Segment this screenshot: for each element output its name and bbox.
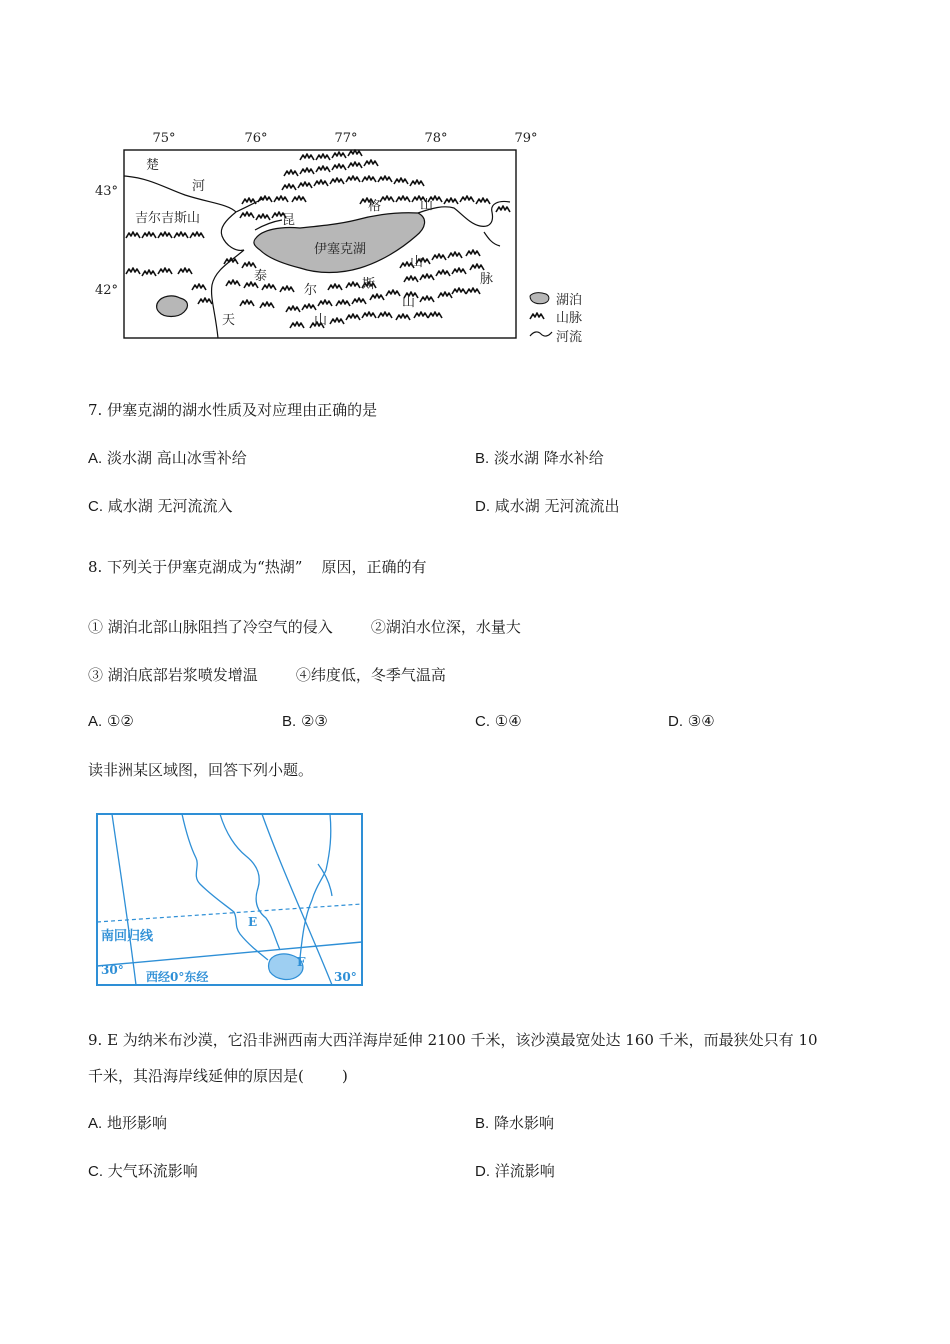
label-ge: 格 (368, 199, 382, 214)
label-tropic: 南回归线 (101, 929, 154, 944)
legend-lake-label: 湖泊 (556, 293, 583, 308)
label-tai: 泰 (254, 269, 268, 284)
q7-option-c[interactable] (88, 496, 233, 517)
q8-option-b-text: ②③ (300, 712, 328, 730)
label-mai: 脉 (480, 272, 494, 287)
q9-option-c[interactable] (88, 1161, 198, 1182)
q8-option-d-letter: D. (668, 713, 683, 730)
q7-option-a-text: 淡水湖 高山冰雪补给 (106, 449, 247, 467)
label-tian: 天 (222, 313, 236, 328)
label-lake: 伊塞克湖 (314, 242, 367, 257)
q8-option-d-text: ③④ (687, 712, 715, 730)
q7-option-c-text: 咸水湖 无河流流入 (107, 497, 233, 515)
q7-option-d-text: 咸水湖 无河流流出 (494, 497, 620, 515)
label-shan-c: 山 (402, 295, 416, 310)
issyk-kul-map (80, 122, 610, 354)
q9-option-a-text: 地形影响 (106, 1114, 167, 1132)
legend-mountain-label: 山脉 (556, 311, 583, 326)
q8-option-a[interactable] (88, 711, 134, 732)
label-shan-b: 山 (410, 255, 424, 270)
q9-option-d[interactable] (475, 1161, 555, 1182)
q8-option-c[interactable] (475, 711, 522, 732)
label-lat-30: 30° (101, 963, 124, 977)
q7-option-d[interactable] (475, 496, 620, 517)
lon-label-77: 77° (334, 131, 358, 146)
lat-label-42: 42° (95, 283, 119, 298)
map-legend (530, 292, 582, 345)
small-lake (157, 296, 188, 317)
label-kun: 昆 (282, 213, 296, 228)
q8-statement-1: ① 湖泊北部山脉阻挡了冷空气的侵入 ②湖泊水位深，水量大 (88, 618, 521, 636)
mountain-icon (530, 313, 544, 319)
q7-option-c-letter: C. (88, 498, 103, 515)
label-lon-0: 西经0°东经 (146, 970, 209, 984)
label-point-f: F (297, 955, 306, 969)
q8-option-c-text: ①④ (494, 712, 522, 730)
label-kirgiz-range: 吉尔吉斯山 (135, 211, 201, 226)
africa-map-frame (97, 814, 362, 985)
lon-label-75: 75° (152, 131, 176, 146)
q7-option-b-text: 淡水湖 降水补给 (493, 449, 604, 467)
label-shan-a: 山 (420, 198, 434, 213)
lon-label-76: 76° (244, 131, 268, 146)
q7-option-b[interactable] (475, 448, 604, 469)
river-icon (530, 332, 552, 336)
q8-option-b-letter: B. (282, 713, 297, 730)
africa-map (94, 810, 366, 988)
label-chu: 楚 (146, 158, 160, 173)
q9-stem-line1: 9. E 为纳米布沙漠，它沿非洲西南大西洋海岸延伸 2100 千米，该沙漠最宽处达 160 千米，而最狭处只有 10 (88, 1031, 818, 1049)
label-he: 河 (192, 179, 206, 194)
label-si: 斯 (362, 277, 376, 292)
label-lon-30: 30° (334, 970, 357, 984)
q9-stem-line2: 千米，其沿海岸线延伸的原因是( ) (88, 1067, 348, 1085)
q7-option-b-letter: B. (475, 450, 490, 467)
q8-option-a-text: ①② (106, 712, 134, 730)
lat-label-43: 43° (95, 184, 119, 199)
legend-river-label: 河流 (556, 330, 583, 345)
q9-option-a-letter: A. (88, 1115, 103, 1132)
q7-option-a[interactable] (88, 448, 247, 469)
q9-option-c-letter: C. (88, 1163, 103, 1180)
q9-option-d-letter: D. (475, 1163, 490, 1180)
q8-option-a-letter: A. (88, 713, 103, 730)
lake-icon (530, 293, 549, 304)
q8-option-c-letter: C. (475, 713, 490, 730)
q9-option-b-text: 降水影响 (493, 1114, 554, 1132)
q7-option-a-letter: A. (88, 450, 103, 467)
q7-stem: 7. 伊塞克湖的湖水性质及对应理由正确的是 (88, 401, 378, 419)
q8-stem: 8. 下列关于伊塞克湖成为“热湖” 原因，正确的有 (88, 558, 427, 576)
intro-africa: 读非洲某区域图，回答下列小题。 (88, 761, 314, 779)
lon-label-78: 78° (424, 131, 448, 146)
q9-option-b-letter: B. (475, 1115, 490, 1132)
q9-option-c-text: 大气环流影响 (107, 1162, 198, 1180)
q7-option-d-letter: D. (475, 498, 490, 515)
q8-option-b[interactable] (282, 711, 328, 732)
q9-option-b[interactable] (475, 1113, 554, 1134)
q8-option-d[interactable] (668, 711, 715, 732)
label-shan-d: 山 (314, 313, 328, 328)
q8-statement-2: ③ 湖泊底部岩浆喷发增温 ④纬度低，冬季气温高 (88, 666, 446, 684)
label-point-e: E (248, 915, 258, 929)
q9-option-a[interactable] (88, 1113, 167, 1134)
label-er: 尔 (304, 283, 318, 298)
q9-option-d-text: 洋流影响 (494, 1162, 555, 1180)
lon-label-79: 79° (514, 131, 538, 146)
